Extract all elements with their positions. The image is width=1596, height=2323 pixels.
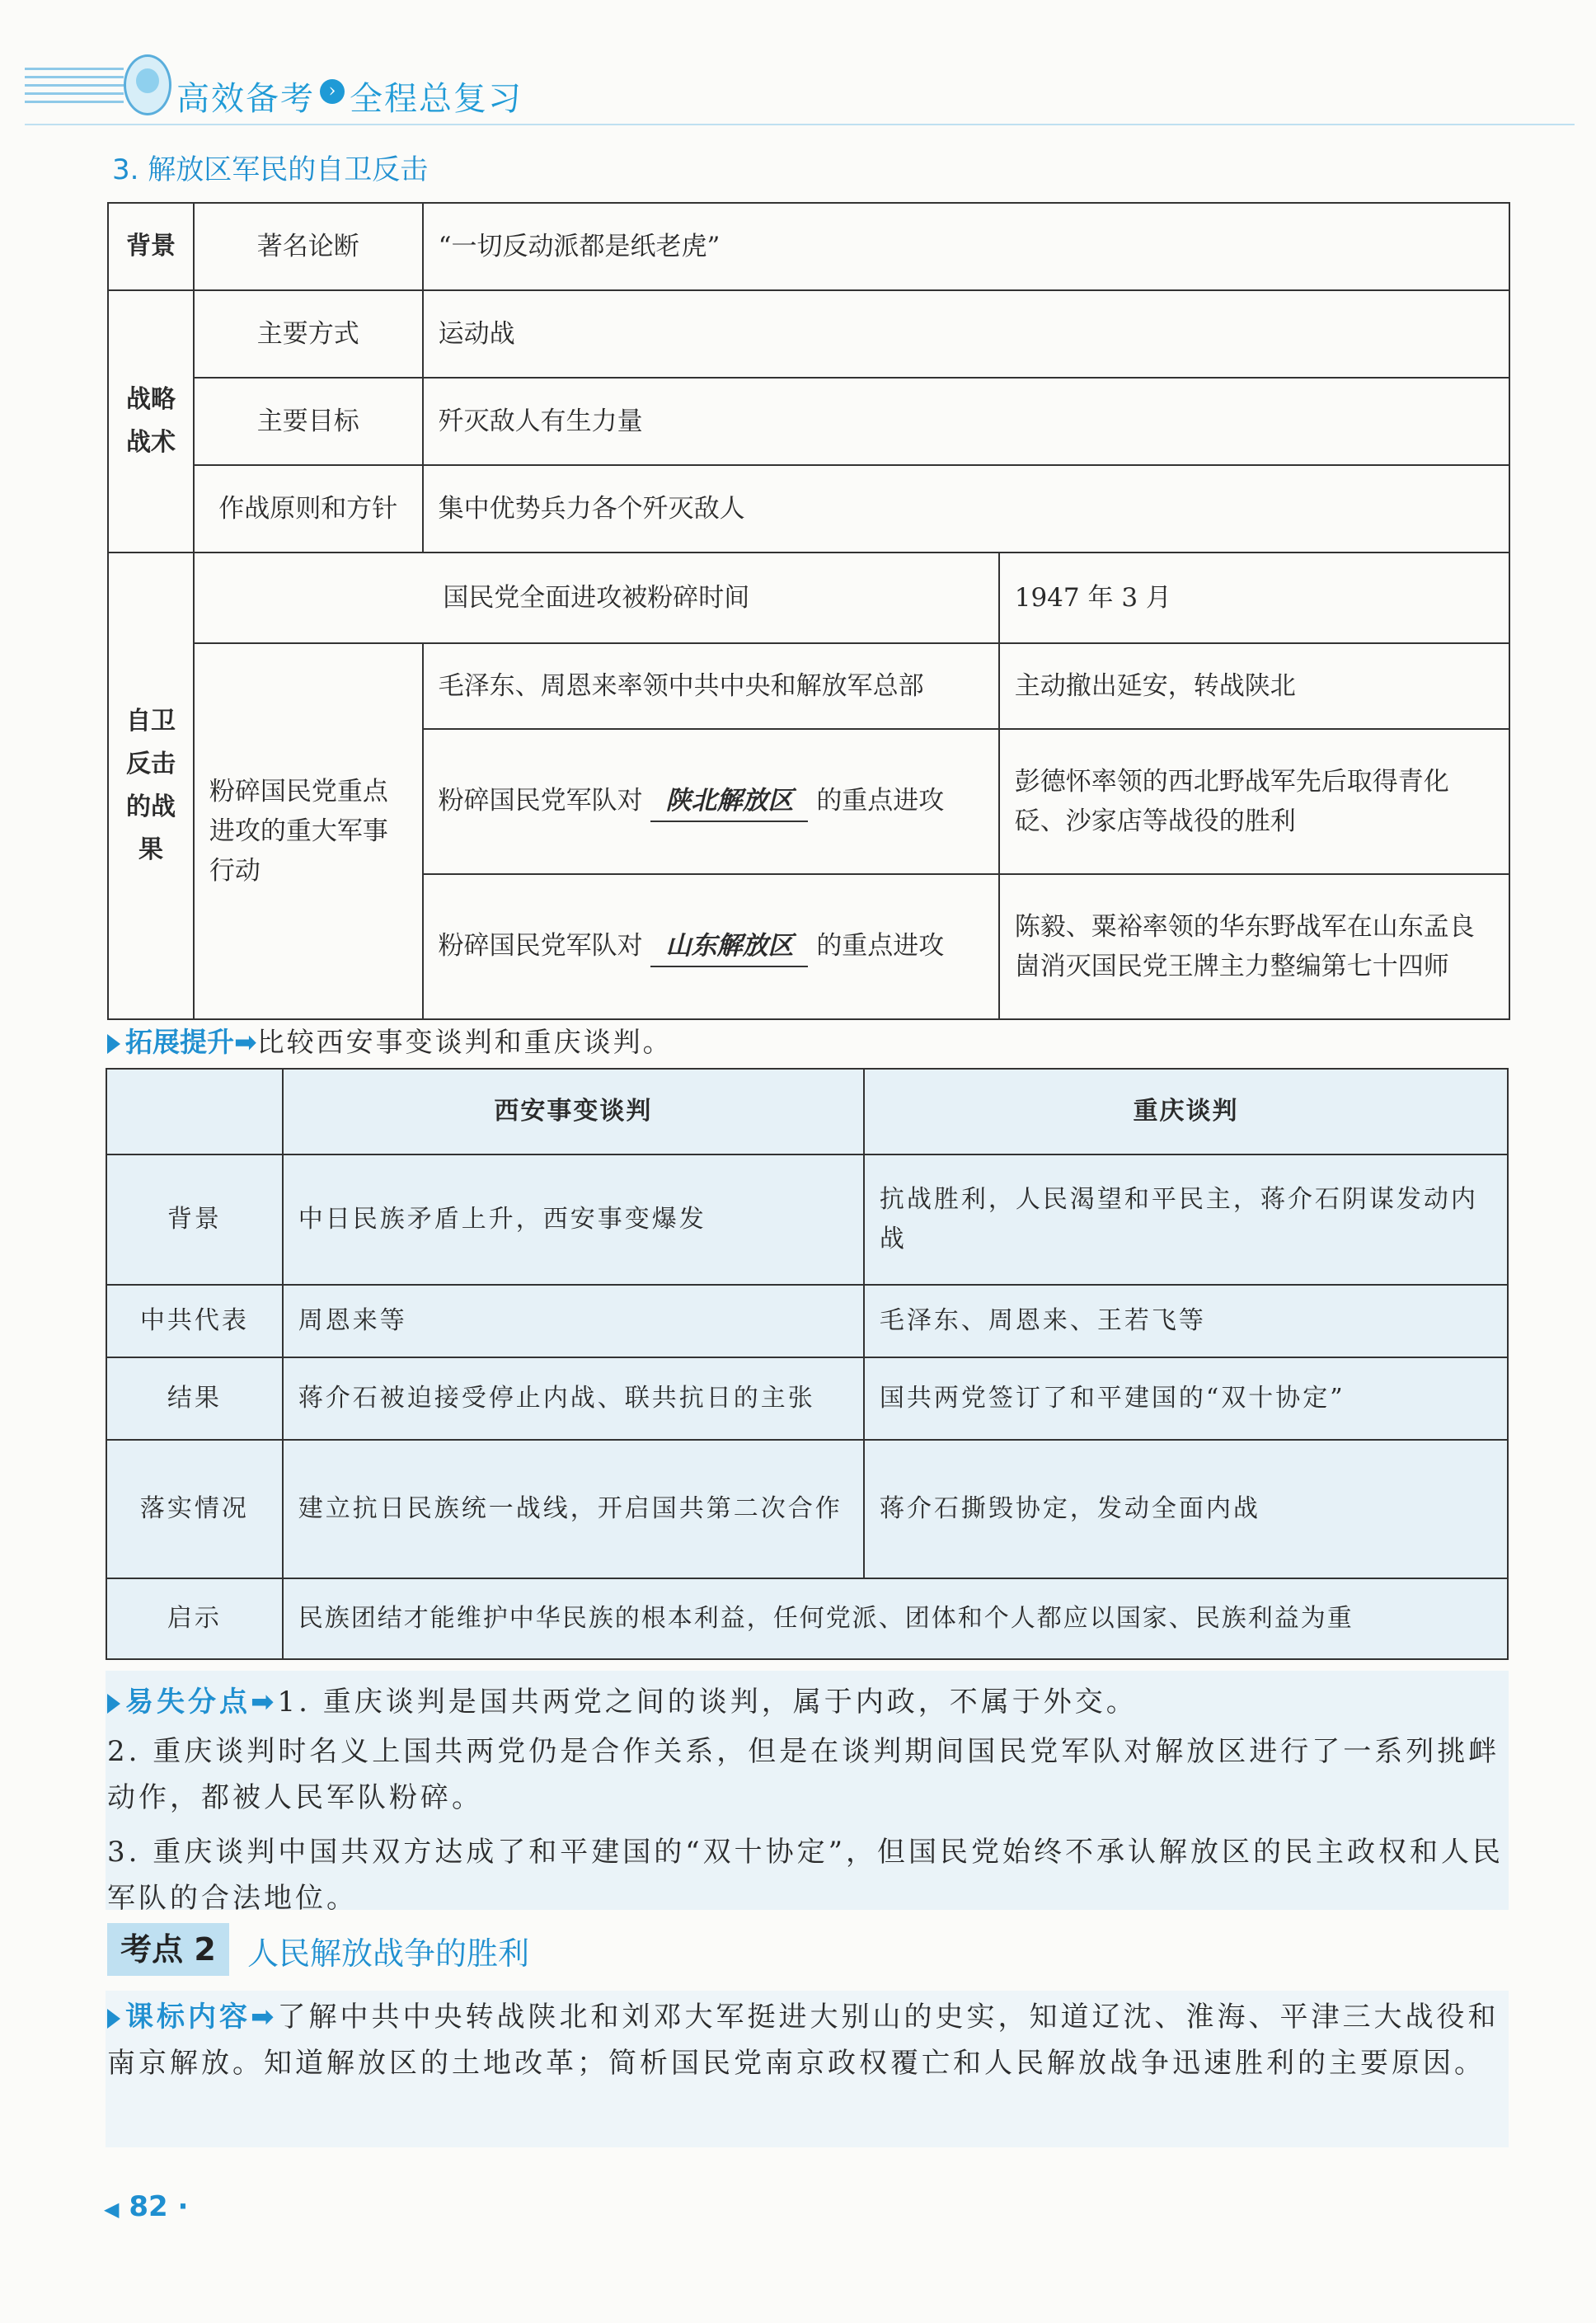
cell-label: 作战原则和方针 xyxy=(194,465,423,553)
triangle-icon xyxy=(107,1034,120,1054)
comparison-table xyxy=(106,1068,1509,1660)
row-key: 落实情况 xyxy=(106,1440,283,1578)
table-row xyxy=(106,1154,1508,1285)
cell-value: 陈毅、粟裕率领的华东野战军在山东孟良崮消灭国民党王牌主力整编第七十四师 xyxy=(999,874,1509,1019)
cell-label xyxy=(423,874,999,1019)
mistakes-item: 3. 重庆谈判中国共双方达成了和平建国的“双十协定”，但国民党始终不承认解放区的民主政权和人民军队的合法地位。 xyxy=(107,1836,1504,1915)
keypoint-title: 人民解放战争的胜利 xyxy=(247,1935,530,1972)
cell-value: 集中优势兵力各个歼灭敌人 xyxy=(423,465,1509,553)
filled-blank: 陕北解放区 xyxy=(650,781,808,822)
table-row xyxy=(108,378,1509,465)
cell: 民族团结才能维护中华民族的根本利益，任何党派、团体和个人都应以国家、民族利益为重 xyxy=(283,1578,1508,1659)
chevron-right-icon: › xyxy=(320,79,345,104)
cell-value: “一切反动派都是纸老虎” xyxy=(423,203,1509,290)
keypoint-badge: 考点 2 xyxy=(107,1923,229,1976)
row-key: 中共代表 xyxy=(106,1285,283,1357)
group-label: 粉碎国民党重点进攻的重大军事行动 xyxy=(194,643,423,1019)
extension-callout xyxy=(107,1021,673,1060)
table-row xyxy=(108,643,1509,729)
table-row xyxy=(108,465,1509,553)
column-header: 重庆谈判 xyxy=(864,1069,1508,1154)
column-header xyxy=(106,1069,283,1154)
page-number xyxy=(104,2190,188,2223)
table-row xyxy=(106,1440,1508,1578)
caret-left-icon: ◀ xyxy=(104,2198,120,2221)
table-header-row xyxy=(106,1069,1508,1154)
cell: 蒋介石撕毁协定，发动全面内战 xyxy=(864,1440,1508,1578)
table-row xyxy=(108,553,1509,643)
header-divider xyxy=(25,124,1575,125)
row-key: 结果 xyxy=(106,1357,283,1440)
cell-value: 歼灭敌人有生力量 xyxy=(423,378,1509,465)
cell: 中日民族矛盾上升，西安事变爆发 xyxy=(283,1154,864,1285)
cell: 抗战胜利，人民渴望和平民主，蒋介石阴谋发动内战 xyxy=(864,1154,1508,1285)
arrow-icon: ➡ xyxy=(251,1686,278,1719)
table-row xyxy=(108,290,1509,378)
header-decoration xyxy=(25,68,140,109)
table-row xyxy=(108,203,1509,290)
mistake-text: 1. 重庆谈判是国共两党之间的谈判，属于内政，不属于外交。 xyxy=(277,1686,1138,1719)
cell-value: 1947 年 3 月 xyxy=(999,553,1509,643)
callout-label: 课标内容 xyxy=(125,2001,251,2034)
mistakes-item xyxy=(107,1679,1509,1725)
cell-value: 运动战 xyxy=(423,290,1509,378)
row-head: 背景 xyxy=(108,203,194,290)
cell: 毛泽东、周恩来、王若飞等 xyxy=(864,1285,1508,1357)
table-row xyxy=(106,1357,1508,1440)
curriculum-paragraph xyxy=(107,1994,1509,2086)
callout-label: 易失分点 xyxy=(125,1686,251,1719)
label-post: 的重点进攻 xyxy=(816,786,945,816)
section-title: 3. 解放区军民的自卫反击 xyxy=(112,153,429,186)
row-key: 背景 xyxy=(106,1154,283,1285)
cell-label: 毛泽东、周恩来率领中共中央和解放军总部 xyxy=(423,643,999,729)
header-subtitle: 全程总复习 xyxy=(350,80,523,118)
cell-label xyxy=(423,729,999,874)
table-row xyxy=(106,1285,1508,1357)
column-header: 西安事变谈判 xyxy=(283,1069,864,1154)
label-pre: 粉碎国民党军队对 xyxy=(438,786,643,816)
row-head: 自卫反击的战果 xyxy=(108,553,194,1019)
mistakes-item: 2. 重庆谈判时名义上国共两党仍是合作关系，但是在谈判期间国民党军队对解放区进行了一系列挑衅动作，都被人民军队粉碎。 xyxy=(107,1735,1500,1814)
triangle-icon xyxy=(107,2009,120,2029)
cell-value: 主动撤出延安，转战陕北 xyxy=(999,643,1509,729)
curriculum-text: 了解中共中央转战陕北和刘邓大军挺进大别山的史实，知道辽沈、淮海、平津三大战役和南京解放。知道解放区的土地改革；简析国民党南京政权覆亡和人民解放战争迅速胜利的主要原因。 xyxy=(107,2001,1500,2080)
row-key: 启示 xyxy=(106,1578,283,1659)
cell-label: 主要方式 xyxy=(194,290,423,378)
callout-text: 比较西安事变谈判和重庆谈判。 xyxy=(256,1026,673,1058)
header-title: 高效备考 xyxy=(176,80,315,118)
callout-label: 拓展提升 xyxy=(125,1026,234,1058)
row-head: 战略战术 xyxy=(108,290,194,553)
cell: 建立抗日民族统一战线，开启国共第二次合作 xyxy=(283,1440,864,1578)
cell-label: 主要目标 xyxy=(194,378,423,465)
cell: 国共两党签订了和平建国的“双十协定” xyxy=(864,1357,1508,1440)
arrow-icon: ➡ xyxy=(234,1026,257,1058)
arrow-icon: ➡ xyxy=(251,2001,278,2034)
self-defense-table xyxy=(107,202,1510,1020)
cell: 周恩来等 xyxy=(283,1285,864,1357)
label-pre: 粉碎国民党军队对 xyxy=(438,931,643,961)
label-post: 的重点进攻 xyxy=(816,931,945,961)
triangle-icon xyxy=(107,1694,120,1714)
cell-label: 著名论断 xyxy=(194,203,423,290)
student-logo-icon xyxy=(124,54,171,115)
cell-value: 彭德怀率领的西北野战军先后取得青化砭、沙家店等战役的胜利 xyxy=(999,729,1509,874)
table-row xyxy=(106,1578,1508,1659)
page-number-text: 82 xyxy=(129,2190,168,2223)
filled-blank: 山东解放区 xyxy=(650,926,808,967)
cell: 蒋介石被迫接受停止内战、联共抗日的主张 xyxy=(283,1357,864,1440)
dot-icon: · xyxy=(177,2190,189,2223)
cell-label: 国民党全面进攻被粉碎时间 xyxy=(194,553,999,643)
